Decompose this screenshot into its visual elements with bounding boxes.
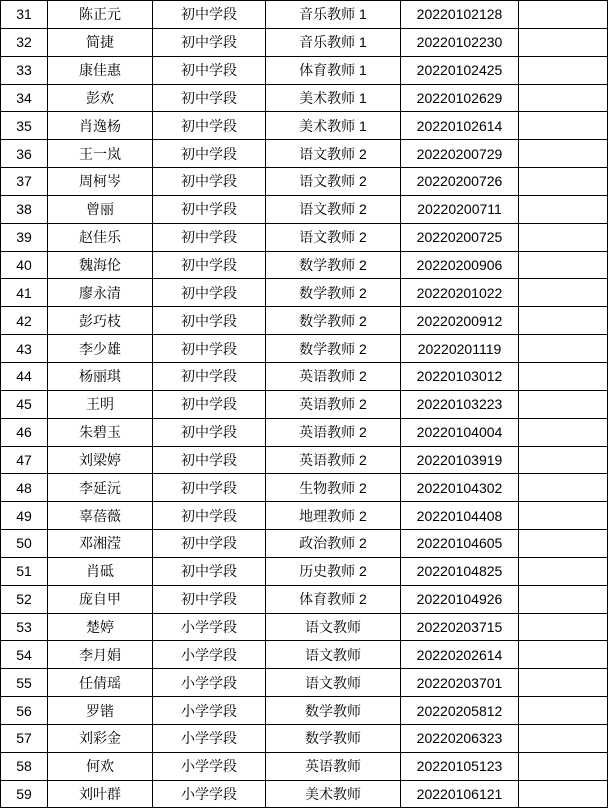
empty-cell (519, 446, 608, 474)
stage-cell: 小学学段 (153, 613, 266, 641)
name-cell: 杨丽琪 (48, 362, 153, 390)
name-cell: 康佳惠 (48, 56, 153, 84)
stage-cell: 初中学段 (153, 474, 266, 502)
exam-id-cell: 20220103919 (401, 446, 519, 474)
position-cell: 美术教师 1 (266, 112, 401, 140)
stage-cell: 初中学段 (153, 418, 266, 446)
exam-id-cell: 20220200725 (401, 223, 519, 251)
name-cell: 简捷 (48, 28, 153, 56)
stage-cell: 初中学段 (153, 195, 266, 223)
name-cell: 肖逸杨 (48, 112, 153, 140)
position-cell: 英语教师 2 (266, 418, 401, 446)
empty-cell (519, 195, 608, 223)
name-cell: 李月娟 (48, 641, 153, 669)
exam-id-cell: 20220104825 (401, 557, 519, 585)
name-cell: 陈正元 (48, 1, 153, 29)
table-row (1, 28, 608, 56)
row-number-cell: 46 (1, 418, 48, 446)
row-number-cell: 37 (1, 168, 48, 196)
empty-cell (519, 474, 608, 502)
position-cell: 美术教师 1 (266, 84, 401, 112)
empty-cell (519, 752, 608, 780)
position-cell: 音乐教师 1 (266, 28, 401, 56)
empty-cell (519, 780, 608, 808)
empty-cell (519, 585, 608, 613)
empty-cell (519, 641, 608, 669)
exam-id-cell: 20220200906 (401, 251, 519, 279)
row-number-cell: 55 (1, 669, 48, 697)
empty-cell (519, 56, 608, 84)
empty-cell (519, 418, 608, 446)
position-cell: 数学教师 (266, 724, 401, 752)
name-cell: 周柯岑 (48, 168, 153, 196)
position-cell: 英语教师 2 (266, 390, 401, 418)
name-cell: 彭巧枝 (48, 307, 153, 335)
row-number-cell: 34 (1, 84, 48, 112)
table-row (1, 446, 608, 474)
table-row (1, 724, 608, 752)
table-row (1, 474, 608, 502)
empty-cell (519, 335, 608, 363)
table-row (1, 557, 608, 585)
table-row (1, 697, 608, 725)
table-row (1, 641, 608, 669)
name-cell: 赵佳乐 (48, 223, 153, 251)
row-number-cell: 52 (1, 585, 48, 613)
exam-id-cell: 20220205812 (401, 697, 519, 725)
position-cell: 语文教师 (266, 641, 401, 669)
row-number-cell: 58 (1, 752, 48, 780)
row-number-cell: 38 (1, 195, 48, 223)
exam-id-cell: 20220104408 (401, 502, 519, 530)
stage-cell: 初中学段 (153, 307, 266, 335)
exam-id-cell: 20220105123 (401, 752, 519, 780)
exam-id-cell: 20220202614 (401, 641, 519, 669)
row-number-cell: 53 (1, 613, 48, 641)
position-cell: 英语教师 (266, 752, 401, 780)
stage-cell: 初中学段 (153, 530, 266, 558)
roster-table-body (1, 1, 608, 808)
position-cell: 语文教师 (266, 669, 401, 697)
table-row (1, 613, 608, 641)
empty-cell (519, 112, 608, 140)
position-cell: 政治教师 2 (266, 530, 401, 558)
exam-id-cell: 20220206323 (401, 724, 519, 752)
empty-cell (519, 279, 608, 307)
row-number-cell: 36 (1, 140, 48, 168)
table-row (1, 195, 608, 223)
empty-cell (519, 140, 608, 168)
exam-id-cell: 20220201022 (401, 279, 519, 307)
name-cell: 刘叶群 (48, 780, 153, 808)
position-cell: 数学教师 2 (266, 335, 401, 363)
table-row (1, 669, 608, 697)
name-cell: 楚婷 (48, 613, 153, 641)
name-cell: 辜蓓薇 (48, 502, 153, 530)
name-cell: 何欢 (48, 752, 153, 780)
stage-cell: 小学学段 (153, 752, 266, 780)
empty-cell (519, 251, 608, 279)
row-number-cell: 51 (1, 557, 48, 585)
name-cell: 刘彩金 (48, 724, 153, 752)
row-number-cell: 47 (1, 446, 48, 474)
table-row (1, 1, 608, 29)
table-row (1, 752, 608, 780)
stage-cell: 初中学段 (153, 84, 266, 112)
row-number-cell: 40 (1, 251, 48, 279)
empty-cell (519, 724, 608, 752)
position-cell: 体育教师 1 (266, 56, 401, 84)
table-row (1, 418, 608, 446)
position-cell: 数学教师 (266, 697, 401, 725)
exam-id-cell: 20220103223 (401, 390, 519, 418)
position-cell: 数学教师 2 (266, 251, 401, 279)
name-cell: 邓湘滢 (48, 530, 153, 558)
position-cell: 语文教师 (266, 613, 401, 641)
stage-cell: 初中学段 (153, 502, 266, 530)
name-cell: 庞自甲 (48, 585, 153, 613)
table-row (1, 530, 608, 558)
stage-cell: 初中学段 (153, 168, 266, 196)
exam-id-cell: 20220201119 (401, 335, 519, 363)
exam-id-cell: 20220102425 (401, 56, 519, 84)
name-cell: 刘梁婷 (48, 446, 153, 474)
stage-cell: 初中学段 (153, 279, 266, 307)
stage-cell: 初中学段 (153, 251, 266, 279)
row-number-cell: 44 (1, 362, 48, 390)
row-number-cell: 42 (1, 307, 48, 335)
table-row (1, 223, 608, 251)
empty-cell (519, 669, 608, 697)
name-cell: 王一岚 (48, 140, 153, 168)
exam-id-cell: 20220104302 (401, 474, 519, 502)
stage-cell: 初中学段 (153, 28, 266, 56)
table-row (1, 362, 608, 390)
position-cell: 英语教师 2 (266, 446, 401, 474)
name-cell: 魏海伦 (48, 251, 153, 279)
stage-cell: 初中学段 (153, 140, 266, 168)
name-cell: 曾丽 (48, 195, 153, 223)
stage-cell: 初中学段 (153, 56, 266, 84)
table-row (1, 84, 608, 112)
exam-id-cell: 20220200912 (401, 307, 519, 335)
stage-cell: 小学学段 (153, 780, 266, 808)
row-number-cell: 49 (1, 502, 48, 530)
exam-id-cell: 20220200726 (401, 168, 519, 196)
exam-id-cell: 20220104004 (401, 418, 519, 446)
table-row (1, 56, 608, 84)
stage-cell: 小学学段 (153, 724, 266, 752)
table-row (1, 112, 608, 140)
exam-id-cell: 20220104605 (401, 530, 519, 558)
stage-cell: 小学学段 (153, 641, 266, 669)
name-cell: 肖砥 (48, 557, 153, 585)
name-cell: 彭欢 (48, 84, 153, 112)
table-row (1, 140, 608, 168)
empty-cell (519, 613, 608, 641)
exam-id-cell: 20220104926 (401, 585, 519, 613)
name-cell: 廖永清 (48, 279, 153, 307)
position-cell: 英语教师 2 (266, 362, 401, 390)
row-number-cell: 45 (1, 390, 48, 418)
stage-cell: 初中学段 (153, 112, 266, 140)
exam-id-cell: 20220203701 (401, 669, 519, 697)
row-number-cell: 35 (1, 112, 48, 140)
row-number-cell: 32 (1, 28, 48, 56)
table-row (1, 168, 608, 196)
empty-cell (519, 1, 608, 29)
exam-id-cell: 20220106121 (401, 780, 519, 808)
name-cell: 朱碧玉 (48, 418, 153, 446)
position-cell: 美术教师 (266, 780, 401, 808)
exam-id-cell: 20220200711 (401, 195, 519, 223)
empty-cell (519, 557, 608, 585)
stage-cell: 初中学段 (153, 585, 266, 613)
table-row (1, 502, 608, 530)
exam-id-cell: 20220102128 (401, 1, 519, 29)
stage-cell: 初中学段 (153, 223, 266, 251)
empty-cell (519, 223, 608, 251)
empty-cell (519, 307, 608, 335)
row-number-cell: 56 (1, 697, 48, 725)
empty-cell (519, 28, 608, 56)
table-row (1, 780, 608, 808)
table-row (1, 335, 608, 363)
empty-cell (519, 502, 608, 530)
table-row (1, 390, 608, 418)
row-number-cell: 39 (1, 223, 48, 251)
stage-cell: 初中学段 (153, 557, 266, 585)
name-cell: 王明 (48, 390, 153, 418)
row-number-cell: 48 (1, 474, 48, 502)
row-number-cell: 50 (1, 530, 48, 558)
position-cell: 地理教师 2 (266, 502, 401, 530)
position-cell: 生物教师 2 (266, 474, 401, 502)
table-row (1, 251, 608, 279)
position-cell: 历史教师 2 (266, 557, 401, 585)
name-cell: 李延沅 (48, 474, 153, 502)
stage-cell: 初中学段 (153, 446, 266, 474)
exam-id-cell: 20220102629 (401, 84, 519, 112)
exam-id-cell: 20220200729 (401, 140, 519, 168)
exam-id-cell: 20220103012 (401, 362, 519, 390)
row-number-cell: 43 (1, 335, 48, 363)
name-cell: 李少雄 (48, 335, 153, 363)
empty-cell (519, 362, 608, 390)
empty-cell (519, 168, 608, 196)
position-cell: 语文教师 2 (266, 168, 401, 196)
position-cell: 数学教师 2 (266, 279, 401, 307)
empty-cell (519, 697, 608, 725)
position-cell: 语文教师 2 (266, 140, 401, 168)
position-cell: 语文教师 2 (266, 195, 401, 223)
table-row (1, 585, 608, 613)
row-number-cell: 57 (1, 724, 48, 752)
exam-id-cell: 20220102614 (401, 112, 519, 140)
stage-cell: 初中学段 (153, 390, 266, 418)
row-number-cell: 54 (1, 641, 48, 669)
stage-cell: 初中学段 (153, 335, 266, 363)
position-cell: 体育教师 2 (266, 585, 401, 613)
table-row (1, 307, 608, 335)
position-cell: 语文教师 2 (266, 223, 401, 251)
name-cell: 罗锴 (48, 697, 153, 725)
row-number-cell: 41 (1, 279, 48, 307)
exam-id-cell: 20220102230 (401, 28, 519, 56)
empty-cell (519, 530, 608, 558)
position-cell: 数学教师 2 (266, 307, 401, 335)
row-number-cell: 59 (1, 780, 48, 808)
table-row (1, 279, 608, 307)
stage-cell: 小学学段 (153, 669, 266, 697)
name-cell: 任倩瑶 (48, 669, 153, 697)
row-number-cell: 33 (1, 56, 48, 84)
empty-cell (519, 84, 608, 112)
position-cell: 音乐教师 1 (266, 1, 401, 29)
stage-cell: 初中学段 (153, 1, 266, 29)
row-number-cell: 31 (1, 1, 48, 29)
exam-id-cell: 20220203715 (401, 613, 519, 641)
empty-cell (519, 390, 608, 418)
stage-cell: 初中学段 (153, 362, 266, 390)
stage-cell: 小学学段 (153, 697, 266, 725)
